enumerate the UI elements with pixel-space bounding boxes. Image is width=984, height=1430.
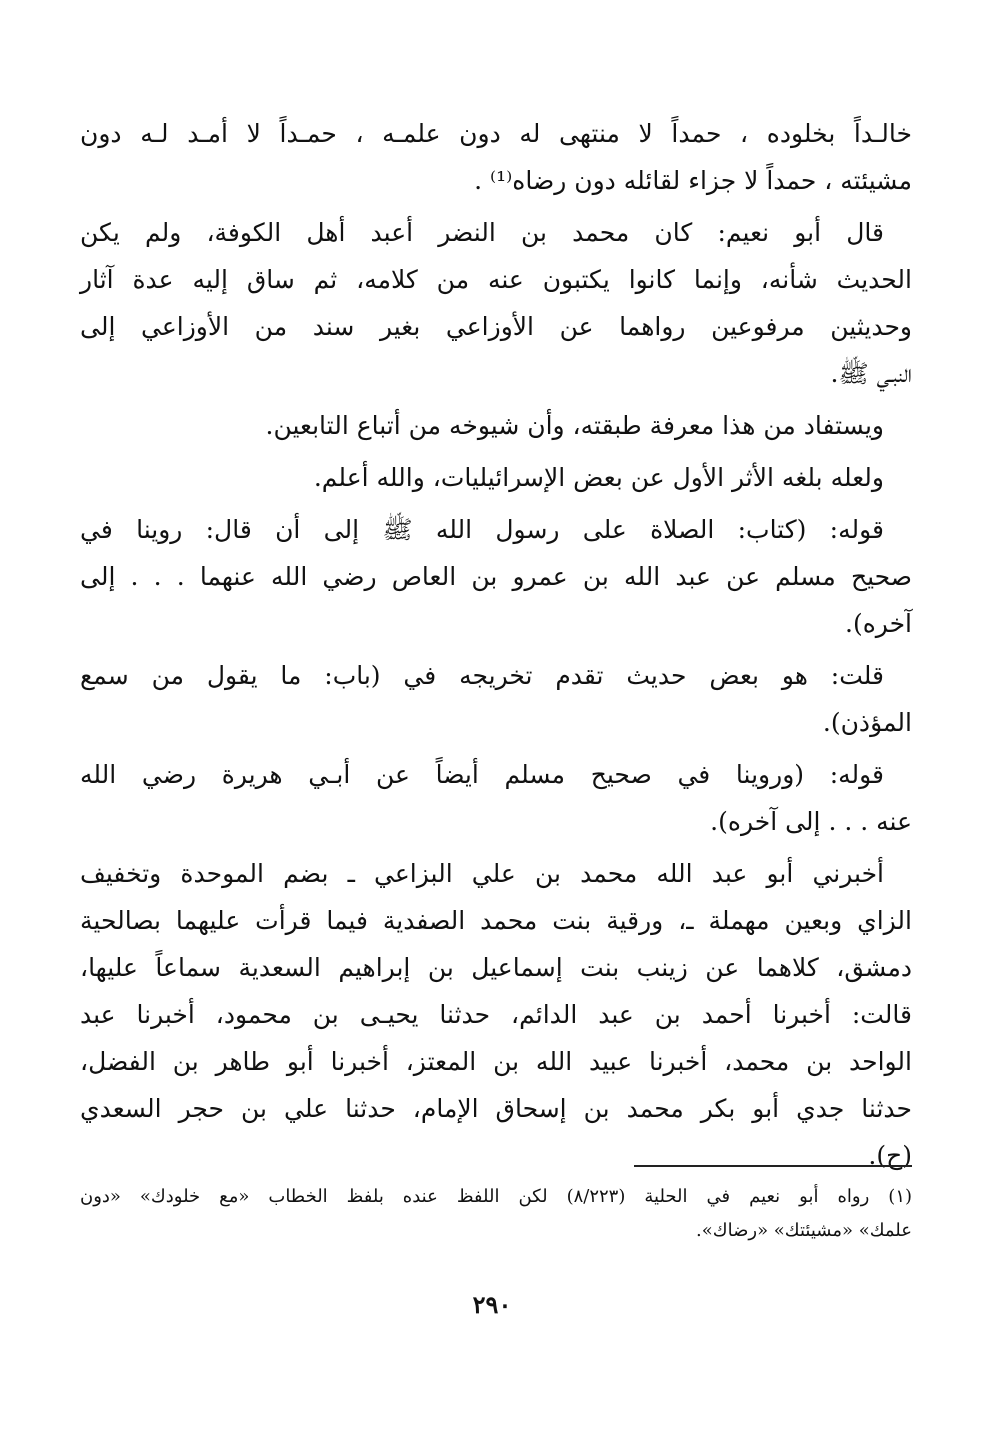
paragraph-8 xyxy=(80,850,912,1179)
text-line: قال أبو نعيم: كان محمد بن النضر أعبد أهل الكوفة، ولم يكن xyxy=(80,218,884,247)
text-line: الواحد بن محمد، أخبرنا عبيد الله بن المعتز، أخبرنا أبو طاهر بن الفضل، xyxy=(80,1047,912,1076)
text-line: وحديثين مرفوعين رواهما عن الأوزاعي بغير سند من الأوزاعي إلى xyxy=(80,312,912,341)
text-line: قوله: (كتاب: الصلاة على رسول الله ﷺ إلى أن قال: روينا في xyxy=(80,515,884,544)
text-line: آخره). xyxy=(845,609,912,638)
text-line: الزاي وبعين مهملة ـ، ورقية بنت محمد الصفدية فيما قرأت عليهما بصالحية xyxy=(80,906,912,935)
paragraph-6 xyxy=(80,652,912,746)
paragraph-3 xyxy=(80,402,912,449)
text-line: قلت: هو بعض حديث تقدم تخريجه في (باب: ما يقول من سمع xyxy=(80,661,884,690)
paragraph-4 xyxy=(80,454,912,501)
paragraph-7 xyxy=(80,751,912,845)
footnote-divider xyxy=(634,1165,912,1167)
footnotes xyxy=(80,1180,912,1248)
page-body xyxy=(80,110,912,1184)
text-line: خالـداً بخلوده ، حمداً لا منتهى له دون علمـه ، حمـداً لا أمـد لـه دون xyxy=(80,119,912,148)
text-line: (ح). xyxy=(868,1141,912,1170)
footnote-line: (١) رواه أبو نعيم في الحلية (٨/٢٢٣) لكن اللفظ عنده بلفظ الخطاب «مع خلودك» «دون xyxy=(80,1186,913,1207)
text-line: المؤذن). xyxy=(822,708,912,737)
paragraph-1 xyxy=(80,110,912,204)
page-number: ٢٩٠ xyxy=(472,1290,512,1319)
text-line: عنه . . . إلى آخره). xyxy=(710,807,912,836)
text-line: ولعله بلغه الأثر الأول عن بعض الإسرائيليات، والله أعلم. xyxy=(313,463,884,492)
text-line: مشيئته ، حمداً لا جزاء لقائله دون رضاه⁽¹⁾ . xyxy=(474,166,912,195)
text-line: دمشق، كلاهما عن زينب بنت إسماعيل بن إبراهيم السعدية سماعاً عليها، xyxy=(80,953,912,982)
paragraph-2 xyxy=(80,209,912,397)
text-line: ويستفاد من هذا معرفة طبقته، وأن شيوخه من أتباع التابعين. xyxy=(265,411,884,440)
footnote-line: علمك» «مشيئتك» «رضاك». xyxy=(696,1220,912,1241)
text-line: قوله: (وروينا في صحيح مسلم أيضاً عن أبـي هريرة رضي الله xyxy=(80,760,884,789)
text-line: قالت: أخبرنا أحمد بن عبد الدائم، حدثنا يحيـى بن محمود، أخبرنا عبد xyxy=(80,1000,912,1029)
text-line: حدثنا جدي أبو بكر محمد بن إسحاق الإمام، حدثنا علي بن حجر السعدي xyxy=(80,1094,912,1123)
text-line: أخبرني أبو عبد الله محمد بن علي البزاعي ـ بضم الموحدة وتخفيف xyxy=(80,859,884,888)
text-line: الحديث شأنه، وإنما كانوا يكتبون عنه من كلامه، ثم ساق إليه عدة آثار xyxy=(80,265,912,294)
text-line: صحيح مسلم عن عبد الله بن عمرو بن العاص رضي الله عنهما . . . إلى xyxy=(80,562,912,591)
text-line: النبـي ﷺ. xyxy=(830,359,912,388)
paragraph-5 xyxy=(80,506,912,647)
